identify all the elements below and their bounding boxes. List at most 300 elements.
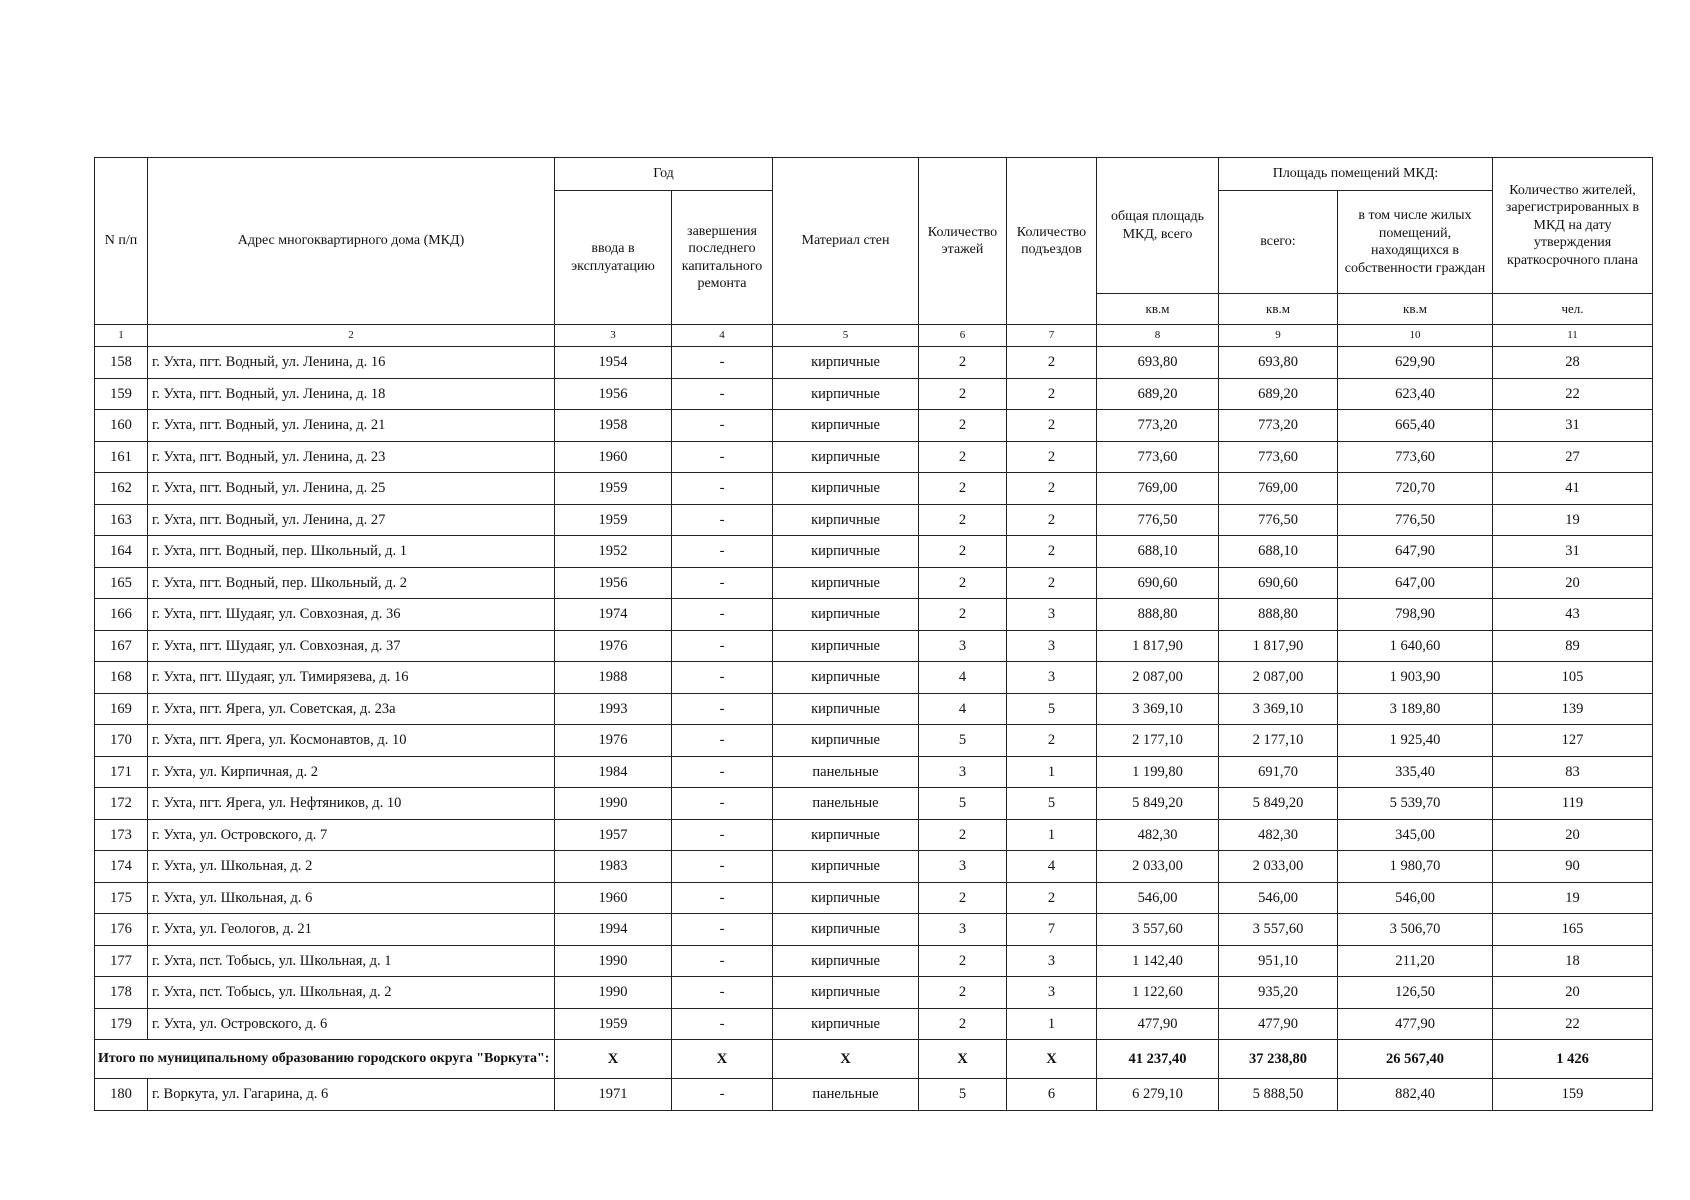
row-address: г. Ухта, пгт. Шудаяг, ул. Совхозная, д. 36 <box>148 599 555 631</box>
row-premises-residential: 3 189,80 <box>1338 693 1493 725</box>
total-repair: X <box>672 1040 773 1079</box>
row-total-area: 2 033,00 <box>1097 851 1219 883</box>
row-year: 1974 <box>555 599 672 631</box>
table-row <box>95 630 1653 662</box>
row-floors: 2 <box>919 473 1007 505</box>
row-entrances: 2 <box>1007 410 1097 442</box>
row-premises-total: 773,60 <box>1219 441 1338 473</box>
row-year: 1990 <box>555 945 672 977</box>
table-row <box>95 977 1653 1009</box>
row-residents: 89 <box>1493 630 1653 662</box>
total-floors: X <box>919 1040 1007 1079</box>
row-floors: 2 <box>919 945 1007 977</box>
col-header-premises-residential: в том числе жилых помещений, находящихся в собственности граждан <box>1338 191 1493 294</box>
row-repair: - <box>672 630 773 662</box>
row-material: кирпичные <box>773 473 919 505</box>
row-repair: - <box>672 567 773 599</box>
row-total-area: 888,80 <box>1097 599 1219 631</box>
table-row <box>95 410 1653 442</box>
row-material: панельные <box>773 1079 919 1111</box>
row-total-area: 1 142,40 <box>1097 945 1219 977</box>
row-material: кирпичные <box>773 441 919 473</box>
row-entrances: 3 <box>1007 630 1097 662</box>
row-repair: - <box>672 441 773 473</box>
row-material: кирпичные <box>773 693 919 725</box>
total-year: X <box>555 1040 672 1079</box>
row-residents: 28 <box>1493 347 1653 379</box>
row-premises-total: 690,60 <box>1219 567 1338 599</box>
row-premises-total: 477,90 <box>1219 1008 1338 1040</box>
row-premises-residential: 5 539,70 <box>1338 788 1493 820</box>
row-repair: - <box>672 756 773 788</box>
row-address: г. Ухта, пст. Тобысь, ул. Школьная, д. 2 <box>148 977 555 1009</box>
row-number: 176 <box>95 914 148 946</box>
row-premises-residential: 629,90 <box>1338 347 1493 379</box>
row-floors: 2 <box>919 410 1007 442</box>
row-entrances: 3 <box>1007 662 1097 694</box>
table-row <box>95 819 1653 851</box>
row-address: г. Ухта, пгт. Водный, пер. Школьный, д. 2 <box>148 567 555 599</box>
row-total-area: 3 557,60 <box>1097 914 1219 946</box>
column-index: 5 <box>773 325 919 347</box>
row-number: 163 <box>95 504 148 536</box>
row-material: панельные <box>773 756 919 788</box>
row-floors: 2 <box>919 378 1007 410</box>
row-floors: 4 <box>919 693 1007 725</box>
col-header-premises-total: всего: <box>1219 191 1338 294</box>
row-material: кирпичные <box>773 662 919 694</box>
row-material: кирпичные <box>773 1008 919 1040</box>
row-year: 1954 <box>555 347 672 379</box>
row-total-area: 688,10 <box>1097 536 1219 568</box>
row-number: 171 <box>95 756 148 788</box>
row-number: 177 <box>95 945 148 977</box>
row-floors: 5 <box>919 1079 1007 1111</box>
row-premises-residential: 647,90 <box>1338 536 1493 568</box>
row-year: 1990 <box>555 788 672 820</box>
row-material: кирпичные <box>773 536 919 568</box>
table-row <box>95 1008 1653 1040</box>
row-entrances: 5 <box>1007 788 1097 820</box>
row-material: кирпичные <box>773 851 919 883</box>
row-number: 160 <box>95 410 148 442</box>
row-number: 158 <box>95 347 148 379</box>
row-number: 164 <box>95 536 148 568</box>
col-header-material: Материал стен <box>773 158 919 325</box>
column-index: 10 <box>1338 325 1493 347</box>
row-material: кирпичные <box>773 347 919 379</box>
row-number: 178 <box>95 977 148 1009</box>
row-floors: 2 <box>919 504 1007 536</box>
table-row <box>95 788 1653 820</box>
row-premises-residential: 546,00 <box>1338 882 1493 914</box>
table-row <box>95 599 1653 631</box>
row-floors: 3 <box>919 851 1007 883</box>
table-body <box>95 347 1653 1040</box>
row-address: г. Ухта, пгт. Водный, ул. Ленина, д. 21 <box>148 410 555 442</box>
row-premises-total: 688,10 <box>1219 536 1338 568</box>
total-row <box>95 1040 1653 1079</box>
row-premises-residential: 882,40 <box>1338 1079 1493 1111</box>
row-number: 159 <box>95 378 148 410</box>
row-floors: 3 <box>919 630 1007 662</box>
column-index: 2 <box>148 325 555 347</box>
column-index: 1 <box>95 325 148 347</box>
row-premises-residential: 773,60 <box>1338 441 1493 473</box>
col-header-year-commission: ввода в эксплуатацию <box>555 191 672 325</box>
row-repair: - <box>672 378 773 410</box>
row-address: г. Ухта, пгт. Ярега, ул. Советская, д. 23а <box>148 693 555 725</box>
row-material: кирпичные <box>773 378 919 410</box>
row-entrances: 2 <box>1007 441 1097 473</box>
row-material: кирпичные <box>773 630 919 662</box>
table-row <box>95 725 1653 757</box>
row-address: г. Ухта, ул. Школьная, д. 6 <box>148 882 555 914</box>
table-row <box>95 378 1653 410</box>
row-premises-residential: 1 640,60 <box>1338 630 1493 662</box>
row-total-area: 2 087,00 <box>1097 662 1219 694</box>
row-year: 1959 <box>555 473 672 505</box>
row-address: г. Ухта, пгт. Ярега, ул. Нефтяников, д. 10 <box>148 788 555 820</box>
row-residents: 22 <box>1493 1008 1653 1040</box>
row-year: 1993 <box>555 693 672 725</box>
row-residents: 31 <box>1493 536 1653 568</box>
row-number: 179 <box>95 1008 148 1040</box>
row-residents: 19 <box>1493 504 1653 536</box>
row-floors: 2 <box>919 977 1007 1009</box>
row-residents: 90 <box>1493 851 1653 883</box>
row-premises-total: 546,00 <box>1219 882 1338 914</box>
row-floors: 5 <box>919 788 1007 820</box>
row-residents: 159 <box>1493 1079 1653 1111</box>
row-entrances: 2 <box>1007 882 1097 914</box>
column-index: 8 <box>1097 325 1219 347</box>
row-number: 161 <box>95 441 148 473</box>
row-residents: 139 <box>1493 693 1653 725</box>
row-entrances: 2 <box>1007 536 1097 568</box>
row-entrances: 1 <box>1007 756 1097 788</box>
row-material: кирпичные <box>773 599 919 631</box>
row-premises-total: 3 369,10 <box>1219 693 1338 725</box>
row-floors: 2 <box>919 882 1007 914</box>
row-residents: 22 <box>1493 378 1653 410</box>
row-year: 1959 <box>555 1008 672 1040</box>
row-premises-residential: 477,90 <box>1338 1008 1493 1040</box>
table-row <box>95 473 1653 505</box>
row-total-area: 773,20 <box>1097 410 1219 442</box>
row-number: 170 <box>95 725 148 757</box>
row-residents: 19 <box>1493 882 1653 914</box>
col-header-premises-area: Площадь помещений МКД: <box>1219 158 1493 191</box>
row-premises-total: 769,00 <box>1219 473 1338 505</box>
row-number: 175 <box>95 882 148 914</box>
row-year: 1956 <box>555 567 672 599</box>
row-floors: 5 <box>919 725 1007 757</box>
row-year: 1959 <box>555 504 672 536</box>
row-premises-total: 2 177,10 <box>1219 725 1338 757</box>
row-repair: - <box>672 693 773 725</box>
row-address: г. Ухта, пгт. Водный, ул. Ленина, д. 18 <box>148 378 555 410</box>
row-total-area: 690,60 <box>1097 567 1219 599</box>
row-address: г. Ухта, пгт. Водный, ул. Ленина, д. 23 <box>148 441 555 473</box>
row-repair: - <box>672 914 773 946</box>
row-number: 173 <box>95 819 148 851</box>
row-address: г. Ухта, пгт. Водный, ул. Ленина, д. 27 <box>148 504 555 536</box>
row-premises-total: 776,50 <box>1219 504 1338 536</box>
row-premises-total: 773,20 <box>1219 410 1338 442</box>
row-entrances: 6 <box>1007 1079 1097 1111</box>
row-year: 1960 <box>555 441 672 473</box>
row-material: кирпичные <box>773 725 919 757</box>
row-floors: 2 <box>919 441 1007 473</box>
row-total-area: 693,80 <box>1097 347 1219 379</box>
row-year: 1994 <box>555 914 672 946</box>
row-floors: 2 <box>919 599 1007 631</box>
row-premises-total: 888,80 <box>1219 599 1338 631</box>
row-floors: 2 <box>919 536 1007 568</box>
row-premises-residential: 720,70 <box>1338 473 1493 505</box>
row-entrances: 3 <box>1007 977 1097 1009</box>
row-year: 1960 <box>555 882 672 914</box>
row-address: г. Ухта, пгт. Шудаяг, ул. Совхозная, д. 37 <box>148 630 555 662</box>
row-material: кирпичные <box>773 819 919 851</box>
row-residents: 20 <box>1493 977 1653 1009</box>
col-header-total-area: общая площадь МКД, всего <box>1097 158 1219 294</box>
column-index: 9 <box>1219 325 1338 347</box>
row-residents: 105 <box>1493 662 1653 694</box>
row-number: 166 <box>95 599 148 631</box>
row-year: 1988 <box>555 662 672 694</box>
row-address: г. Ухта, ул. Кирпичная, д. 2 <box>148 756 555 788</box>
row-number: 180 <box>95 1079 148 1111</box>
col-header-floors: Количество этажей <box>919 158 1007 325</box>
row-number: 174 <box>95 851 148 883</box>
row-premises-total: 2 033,00 <box>1219 851 1338 883</box>
col-header-number: N п/п <box>95 158 148 325</box>
row-floors: 2 <box>919 567 1007 599</box>
row-repair: - <box>672 882 773 914</box>
housing-register-table <box>94 157 1653 1111</box>
row-premises-residential: 798,90 <box>1338 599 1493 631</box>
row-premises-residential: 211,20 <box>1338 945 1493 977</box>
row-material: кирпичные <box>773 567 919 599</box>
row-entrances: 3 <box>1007 599 1097 631</box>
column-index: 6 <box>919 325 1007 347</box>
unit-residents: чел. <box>1493 294 1653 325</box>
row-premises-total: 482,30 <box>1219 819 1338 851</box>
total-area-sum: 41 237,40 <box>1097 1040 1219 1079</box>
row-year: 1957 <box>555 819 672 851</box>
table-row <box>95 882 1653 914</box>
row-residents: 119 <box>1493 788 1653 820</box>
row-total-area: 2 177,10 <box>1097 725 1219 757</box>
row-floors: 3 <box>919 756 1007 788</box>
row-premises-residential: 776,50 <box>1338 504 1493 536</box>
row-total-area: 546,00 <box>1097 882 1219 914</box>
col-header-year: Год <box>555 158 773 191</box>
row-year: 1956 <box>555 378 672 410</box>
row-repair: - <box>672 347 773 379</box>
row-number: 169 <box>95 693 148 725</box>
row-floors: 2 <box>919 347 1007 379</box>
row-residents: 27 <box>1493 441 1653 473</box>
row-premises-total: 3 557,60 <box>1219 914 1338 946</box>
total-residents-sum: 1 426 <box>1493 1040 1653 1079</box>
row-number: 165 <box>95 567 148 599</box>
row-repair: - <box>672 1079 773 1111</box>
row-repair: - <box>672 410 773 442</box>
row-premises-residential: 1 903,90 <box>1338 662 1493 694</box>
row-repair: - <box>672 725 773 757</box>
row-address: г. Ухта, пгт. Водный, ул. Ленина, д. 16 <box>148 347 555 379</box>
row-entrances: 2 <box>1007 378 1097 410</box>
row-entrances: 3 <box>1007 945 1097 977</box>
total-premises-sum: 37 238,80 <box>1219 1040 1338 1079</box>
row-material: кирпичные <box>773 504 919 536</box>
row-entrances: 2 <box>1007 347 1097 379</box>
row-premises-residential: 623,40 <box>1338 378 1493 410</box>
row-address: г. Ухта, ул. Геологов, д. 21 <box>148 914 555 946</box>
row-number: 172 <box>95 788 148 820</box>
row-residents: 20 <box>1493 567 1653 599</box>
table-row <box>95 567 1653 599</box>
row-floors: 4 <box>919 662 1007 694</box>
row-material: кирпичные <box>773 914 919 946</box>
column-index: 7 <box>1007 325 1097 347</box>
row-residents: 165 <box>1493 914 1653 946</box>
row-premises-total: 689,20 <box>1219 378 1338 410</box>
row-premises-total: 935,20 <box>1219 977 1338 1009</box>
row-repair: - <box>672 819 773 851</box>
row-total-area: 1 122,60 <box>1097 977 1219 1009</box>
row-material: кирпичные <box>773 945 919 977</box>
total-label: Итого по муниципальному образованию городского округа "Воркута": <box>95 1040 555 1079</box>
row-residents: 127 <box>1493 725 1653 757</box>
table-row <box>95 536 1653 568</box>
row-residents: 83 <box>1493 756 1653 788</box>
table-row <box>95 1079 1653 1111</box>
row-premises-residential: 345,00 <box>1338 819 1493 851</box>
row-premises-residential: 335,40 <box>1338 756 1493 788</box>
row-premises-total: 691,70 <box>1219 756 1338 788</box>
row-address: г. Ухта, пгт. Водный, пер. Школьный, д. 1 <box>148 536 555 568</box>
row-total-area: 776,50 <box>1097 504 1219 536</box>
col-header-address: Адрес многоквартирного дома (МКД) <box>148 158 555 325</box>
row-number: 167 <box>95 630 148 662</box>
row-premises-residential: 647,00 <box>1338 567 1493 599</box>
row-premises-residential: 1 980,70 <box>1338 851 1493 883</box>
col-header-year-repair: завершения последнего капитального ремонта <box>672 191 773 325</box>
row-total-area: 3 369,10 <box>1097 693 1219 725</box>
row-repair: - <box>672 599 773 631</box>
total-residential-sum: 26 567,40 <box>1338 1040 1493 1079</box>
row-total-area: 6 279,10 <box>1097 1079 1219 1111</box>
row-repair: - <box>672 788 773 820</box>
row-repair: - <box>672 473 773 505</box>
row-premises-total: 2 087,00 <box>1219 662 1338 694</box>
row-year: 1952 <box>555 536 672 568</box>
row-total-area: 1 199,80 <box>1097 756 1219 788</box>
row-number: 162 <box>95 473 148 505</box>
table-row <box>95 441 1653 473</box>
total-entrances: X <box>1007 1040 1097 1079</box>
row-year: 1971 <box>555 1079 672 1111</box>
row-premises-total: 693,80 <box>1219 347 1338 379</box>
unit-total-area: кв.м <box>1097 294 1219 325</box>
row-year: 1984 <box>555 756 672 788</box>
row-total-area: 769,00 <box>1097 473 1219 505</box>
row-address: г. Воркута, ул. Гагарина, д. 6 <box>148 1079 555 1111</box>
row-year: 1976 <box>555 725 672 757</box>
row-repair: - <box>672 662 773 694</box>
row-residents: 41 <box>1493 473 1653 505</box>
row-residents: 43 <box>1493 599 1653 631</box>
row-entrances: 2 <box>1007 473 1097 505</box>
row-floors: 2 <box>919 819 1007 851</box>
row-repair: - <box>672 945 773 977</box>
table-row <box>95 662 1653 694</box>
table-row <box>95 851 1653 883</box>
row-address: г. Ухта, пгт. Шудаяг, ул. Тимирязева, д. 16 <box>148 662 555 694</box>
row-entrances: 2 <box>1007 504 1097 536</box>
row-residents: 20 <box>1493 819 1653 851</box>
row-total-area: 5 849,20 <box>1097 788 1219 820</box>
row-total-area: 689,20 <box>1097 378 1219 410</box>
row-entrances: 4 <box>1007 851 1097 883</box>
row-address: г. Ухта, пст. Тобысь, ул. Школьная, д. 1 <box>148 945 555 977</box>
row-premises-total: 951,10 <box>1219 945 1338 977</box>
row-year: 1983 <box>555 851 672 883</box>
row-entrances: 7 <box>1007 914 1097 946</box>
row-repair: - <box>672 536 773 568</box>
row-repair: - <box>672 851 773 883</box>
row-repair: - <box>672 504 773 536</box>
row-material: кирпичные <box>773 410 919 442</box>
column-index: 3 <box>555 325 672 347</box>
row-repair: - <box>672 1008 773 1040</box>
table-row <box>95 756 1653 788</box>
row-residents: 18 <box>1493 945 1653 977</box>
column-index: 4 <box>672 325 773 347</box>
col-header-entrances: Количество подъездов <box>1007 158 1097 325</box>
unit-premises-total: кв.м <box>1219 294 1338 325</box>
row-material: кирпичные <box>773 977 919 1009</box>
row-premises-residential: 1 925,40 <box>1338 725 1493 757</box>
row-total-area: 1 817,90 <box>1097 630 1219 662</box>
table-row <box>95 693 1653 725</box>
row-address: г. Ухта, ул. Островского, д. 6 <box>148 1008 555 1040</box>
row-year: 1990 <box>555 977 672 1009</box>
table-row <box>95 914 1653 946</box>
row-floors: 2 <box>919 1008 1007 1040</box>
column-index: 11 <box>1493 325 1653 347</box>
table-row <box>95 347 1653 379</box>
row-total-area: 773,60 <box>1097 441 1219 473</box>
table-row <box>95 504 1653 536</box>
row-address: г. Ухта, пгт. Ярега, ул. Космонавтов, д. 10 <box>148 725 555 757</box>
row-residents: 31 <box>1493 410 1653 442</box>
row-address: г. Ухта, пгт. Водный, ул. Ленина, д. 25 <box>148 473 555 505</box>
col-header-residents: Количество жителей, зарегистрированных в МКД на дату утверждения краткосрочного плана <box>1493 158 1653 294</box>
row-premises-residential: 3 506,70 <box>1338 914 1493 946</box>
row-year: 1976 <box>555 630 672 662</box>
row-premises-total: 5 888,50 <box>1219 1079 1338 1111</box>
row-year: 1958 <box>555 410 672 442</box>
row-address: г. Ухта, ул. Школьная, д. 2 <box>148 851 555 883</box>
row-repair: - <box>672 977 773 1009</box>
row-entrances: 1 <box>1007 1008 1097 1040</box>
row-total-area: 482,30 <box>1097 819 1219 851</box>
